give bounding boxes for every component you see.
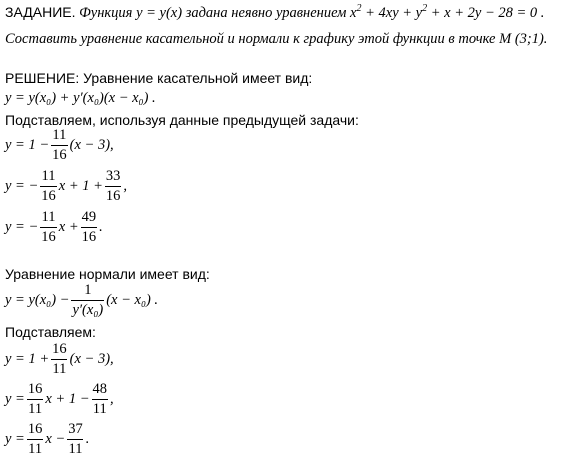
task-label: ЗАДАНИЕ. xyxy=(5,4,76,20)
task-point: M (3;1). xyxy=(499,31,548,47)
substitute-prev-text: Подставляем, используя данные предыдущей задачи: xyxy=(5,112,359,128)
normal-general-equation: y = y(x₀) − $\frac{1}{\text{y′(x₀)}}$ (x − x₀) . xyxy=(5,282,159,318)
fraction: $\frac{11}{16}$ xyxy=(52,127,67,163)
fraction: $\frac{48}{11}$ xyxy=(92,381,107,417)
task-equation: $x^2 + 4xy + y^2 + x + 2y - 28 = 0$ . xyxy=(350,3,545,21)
fraction: $\frac{16}{11}$ xyxy=(27,421,43,457)
substitute-text: Подставляем: xyxy=(5,324,96,340)
fraction: $\frac{16}{11}$ xyxy=(27,381,43,417)
fraction: $\frac{16}{11}$ xyxy=(52,341,67,377)
solution-line-1 xyxy=(5,70,312,86)
task-line-2 xyxy=(5,31,547,48)
normal-eq-1: y = 1 + $\frac{16}{11}$ (x − 3), xyxy=(5,341,114,377)
task-text-3: Составить уравнение касательной и нормали к графику этой функции в точке xyxy=(5,31,496,47)
solution-label: РЕШЕНИЕ: xyxy=(5,70,80,86)
fraction: $\frac{33}{16}$ xyxy=(105,168,121,204)
tangent-eq-3: y = − $\frac{11}{16}$ x + $\frac{49}{16}$ . xyxy=(5,209,103,245)
task-text-2: задана неявно уравнением xyxy=(185,5,347,21)
tangent-intro: Уравнение касательной имеет вид: xyxy=(83,70,313,86)
normal-eq-3: y = $\frac{16}{11}$ x − $\frac{37}{11}$ . xyxy=(5,421,90,457)
tangent-general-equation: y = y(x₀) + y′(x₀)(x − x₀) . xyxy=(5,90,156,106)
fraction: $\frac{49}{16}$ xyxy=(81,209,97,245)
fraction: $\frac{37}{11}$ xyxy=(68,421,83,457)
tangent-eq-2: y = − $\frac{11}{16}$ x + 1 + $\frac{33}{16}$ , xyxy=(5,168,128,204)
fraction: $\frac{11}{16}$ xyxy=(41,209,56,245)
normal-intro: Уравнение нормали имеет вид: xyxy=(5,266,210,282)
tangent-eq-1: y = 1 − $\frac{11}{16}$ (x − 3), xyxy=(5,127,114,163)
task-text-1: Функция xyxy=(79,5,133,21)
task-line-1 xyxy=(5,4,544,22)
task-function: y = y(x) xyxy=(136,5,183,21)
normal-eq-2: y = $\frac{16}{11}$ x + 1 − $\frac{48}{11}$ , xyxy=(5,381,114,417)
fraction: $\frac{1}{\text{y′(x₀)}}$ xyxy=(72,282,104,318)
fraction: $\frac{11}{16}$ xyxy=(41,168,56,204)
